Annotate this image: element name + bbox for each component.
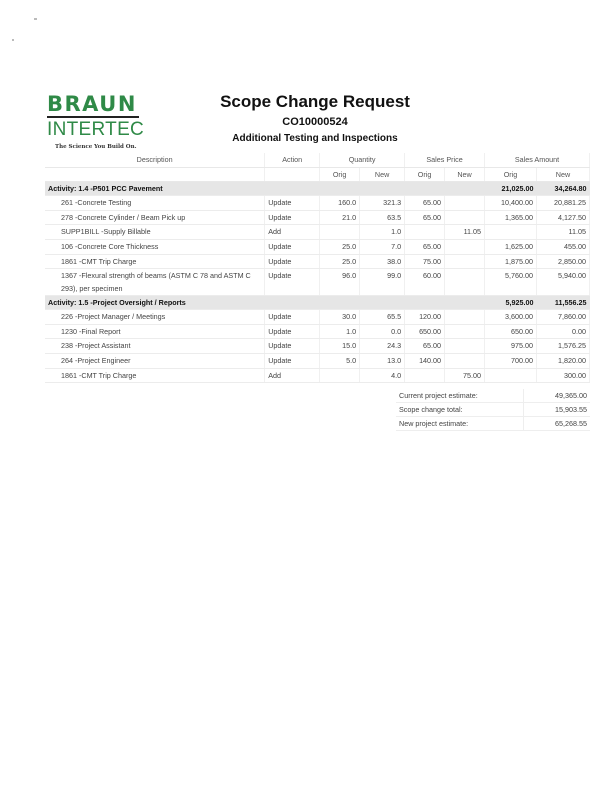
item-action: Update (265, 239, 320, 254)
item-price-new (445, 353, 485, 368)
item-amt-orig: 975.00 (485, 339, 537, 354)
item-action: Add (265, 368, 320, 383)
activity-amount-orig: 5,925.00 (485, 296, 537, 310)
item-action: Add (265, 225, 320, 240)
item-price-orig: 65.00 (405, 196, 445, 211)
table-row (45, 196, 590, 211)
col-price-new: New (445, 167, 485, 182)
item-price-new (445, 324, 485, 339)
item-price-orig: 60.00 (405, 269, 445, 296)
item-price-new (445, 339, 485, 354)
item-amt-new: 11.05 (536, 225, 589, 240)
table-row (45, 324, 590, 339)
item-qty-orig (320, 368, 360, 383)
item-price-new (445, 210, 485, 225)
activity-label: Activity: 1.5 -Project Oversight / Reports (45, 296, 485, 310)
item-amt-orig: 1,625.00 (485, 239, 537, 254)
item-description: 264 -Project Engineer (45, 353, 265, 368)
item-amt-new: 0.00 (536, 324, 589, 339)
item-price-new (445, 310, 485, 325)
item-amt-new: 455.00 (536, 239, 589, 254)
item-amt-new: 1,576.25 (536, 339, 589, 354)
item-action: Update (265, 353, 320, 368)
item-amt-new: 1,820.00 (536, 353, 589, 368)
logo-line2: INTERTEC (47, 119, 145, 140)
change-order-number: CO10000524 (282, 116, 348, 128)
company-logo (47, 93, 147, 150)
scan-speck (12, 39, 14, 41)
col-amt-orig: Orig (485, 167, 537, 182)
item-qty-orig (320, 225, 360, 240)
item-action: Update (265, 254, 320, 269)
item-price-new: 75.00 (445, 368, 485, 383)
summary-row-change (396, 403, 590, 417)
activity-row (45, 296, 590, 310)
item-price-orig: 65.00 (405, 239, 445, 254)
current-estimate-value: 49,365.00 (524, 389, 591, 403)
item-qty-new: 4.0 (360, 368, 405, 383)
scope-change-value: 15,903.55 (524, 403, 591, 417)
table-row (45, 210, 590, 225)
item-amt-new: 20,881.25 (536, 196, 589, 211)
table-row (45, 225, 590, 240)
item-description: 1367 -Flexural strength of beams (ASTM C 78 and ASTM C 293), per specimen (45, 269, 265, 296)
item-price-orig: 120.00 (405, 310, 445, 325)
item-price-new (445, 269, 485, 296)
item-amt-new: 5,940.00 (536, 269, 589, 296)
item-action: Update (265, 269, 320, 296)
item-qty-new: 13.0 (360, 353, 405, 368)
item-price-orig: 65.00 (405, 210, 445, 225)
estimate-summary (396, 389, 590, 431)
item-qty-orig: 21.0 (320, 210, 360, 225)
logo-tagline: The Science You Build On. (55, 144, 137, 150)
item-amt-new: 7,860.00 (536, 310, 589, 325)
item-qty-new: 1.0 (360, 225, 405, 240)
new-estimate-label: New project estimate: (396, 417, 524, 431)
current-estimate-label: Current project estimate: (396, 389, 524, 403)
item-description: 238 -Project Assistant (45, 339, 265, 354)
activity-amount-new: 34,264.80 (536, 182, 589, 196)
item-description: 261 -Concrete Testing (45, 196, 265, 211)
item-price-new (445, 239, 485, 254)
col-qty-new: New (360, 167, 405, 182)
item-price-new: 11.05 (445, 225, 485, 240)
item-description: 1230 -Final Report (45, 324, 265, 339)
scope-change-label: Scope change total: (396, 403, 524, 417)
item-amt-new: 2,850.00 (536, 254, 589, 269)
header-row-1 (45, 153, 590, 167)
item-qty-orig: 25.0 (320, 239, 360, 254)
table-row (45, 310, 590, 325)
item-qty-orig: 30.0 (320, 310, 360, 325)
col-qty-orig: Orig (320, 167, 360, 182)
item-qty-new: 38.0 (360, 254, 405, 269)
col-quantity: Quantity (320, 153, 405, 167)
item-price-orig (405, 368, 445, 383)
table-row (45, 339, 590, 354)
item-action: Update (265, 310, 320, 325)
item-description: 106 -Concrete Core Thickness (45, 239, 265, 254)
summary-row-new (396, 417, 590, 431)
col-amt-new: New (536, 167, 589, 182)
summary-row-current (396, 389, 590, 403)
item-amt-orig: 10,400.00 (485, 196, 537, 211)
col-description: Description (45, 153, 265, 167)
item-price-orig (405, 225, 445, 240)
header-row-2 (45, 167, 590, 182)
table-row (45, 353, 590, 368)
item-qty-new: 65.5 (360, 310, 405, 325)
scan-speck (34, 18, 37, 20)
col-price-orig: Orig (405, 167, 445, 182)
table-row (45, 269, 590, 296)
item-amt-orig (485, 225, 537, 240)
activity-amount-new: 11,556.25 (536, 296, 589, 310)
logo-rule (47, 116, 139, 118)
item-amt-new: 4,127.50 (536, 210, 589, 225)
table-row (45, 239, 590, 254)
col-action: Action (265, 153, 320, 167)
item-description: 1861 -CMT Trip Charge (45, 254, 265, 269)
item-description: SUPP1BILL -Supply Billable (45, 225, 265, 240)
item-price-new (445, 254, 485, 269)
item-qty-orig: 96.0 (320, 269, 360, 296)
item-description: 1861 -CMT Trip Charge (45, 368, 265, 383)
item-qty-new: 0.0 (360, 324, 405, 339)
item-qty-new: 7.0 (360, 239, 405, 254)
item-qty-new: 24.3 (360, 339, 405, 354)
item-amt-orig: 1,365.00 (485, 210, 537, 225)
item-qty-orig: 25.0 (320, 254, 360, 269)
item-amt-orig: 5,760.00 (485, 269, 537, 296)
col-sales-price: Sales Price (405, 153, 485, 167)
item-price-orig: 75.00 (405, 254, 445, 269)
col-sales-amount: Sales Amount (485, 153, 590, 167)
new-estimate-value: 65,268.55 (524, 417, 591, 431)
item-action: Update (265, 339, 320, 354)
logo-line1: BRAUN (47, 92, 137, 116)
item-qty-new: 99.0 (360, 269, 405, 296)
item-amt-orig: 1,875.00 (485, 254, 537, 269)
activity-label: Activity: 1.4 -P501 PCC Pavement (45, 182, 485, 196)
scope-change-table (45, 153, 590, 383)
item-qty-new: 321.3 (360, 196, 405, 211)
item-description: 278 -Concrete Cylinder / Beam Pick up (45, 210, 265, 225)
item-qty-orig: 160.0 (320, 196, 360, 211)
item-price-orig: 140.00 (405, 353, 445, 368)
activity-amount-orig: 21,025.00 (485, 182, 537, 196)
table-row (45, 368, 590, 383)
item-price-new (445, 196, 485, 211)
page-title: Scope Change Request (220, 92, 410, 111)
item-qty-new: 63.5 (360, 210, 405, 225)
item-price-orig: 650.00 (405, 324, 445, 339)
page-subtitle: Additional Testing and Inspections (232, 133, 398, 144)
item-amt-orig (485, 368, 537, 383)
item-action: Update (265, 324, 320, 339)
item-amt-new: 300.00 (536, 368, 589, 383)
table-row (45, 254, 590, 269)
item-amt-orig: 3,600.00 (485, 310, 537, 325)
activity-row (45, 182, 590, 196)
item-amt-orig: 650.00 (485, 324, 537, 339)
item-description: 226 -Project Manager / Meetings (45, 310, 265, 325)
item-qty-orig: 1.0 (320, 324, 360, 339)
item-qty-orig: 5.0 (320, 353, 360, 368)
item-price-orig: 65.00 (405, 339, 445, 354)
item-action: Update (265, 196, 320, 211)
item-amt-orig: 700.00 (485, 353, 537, 368)
item-action: Update (265, 210, 320, 225)
item-qty-orig: 15.0 (320, 339, 360, 354)
table-body (45, 182, 590, 383)
